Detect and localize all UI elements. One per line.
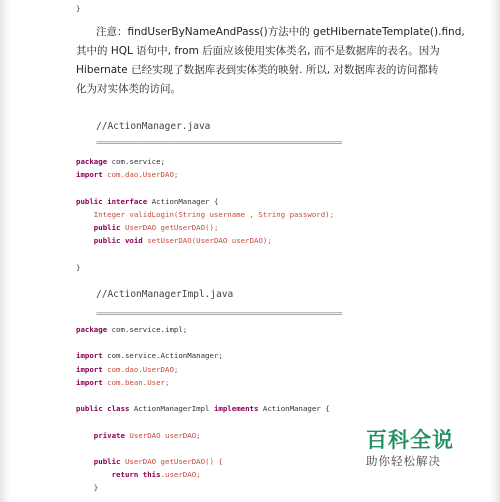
- code-token: public: [76, 223, 121, 232]
- code-token: public class: [76, 404, 130, 414]
- code-token: ActionManagerImpl: [129, 404, 214, 414]
- code-line: [76, 457, 223, 466]
- code-token: import: [76, 377, 103, 387]
- code-line: [76, 170, 178, 179]
- code-line: [76, 404, 330, 413]
- code-token: }: [76, 262, 81, 272]
- code-token: com.dao.UserDAO;: [102, 170, 179, 180]
- code-line: [76, 157, 165, 166]
- code-token: com.dao.UserDAO;: [102, 364, 179, 374]
- paragraph-line-2: 其中的 HQL 语句中, from 后面应该使用实体类名, 而不是数据库的表名。因为: [76, 45, 440, 57]
- code-token: public void: [76, 236, 143, 246]
- file1-divider: ====================================================================: [96, 139, 342, 147]
- code-token: ActionManager {: [147, 196, 219, 206]
- code-token: com.bean.User;: [102, 377, 170, 387]
- paragraph-line-4: 化为对实体类的访问。: [76, 83, 181, 95]
- code-token: import: [76, 170, 103, 180]
- code-token: package: [76, 157, 108, 166]
- code-token: implements: [213, 404, 259, 414]
- code-token: com.service.impl;: [107, 325, 188, 334]
- watermark: [366, 428, 466, 468]
- code-line: [76, 378, 169, 387]
- code-line: [76, 431, 201, 440]
- watermark-tagline: 助你轻松解决: [366, 454, 441, 468]
- file1-comment: //ActionManager.java: [96, 121, 211, 132]
- code-token: com.service;: [107, 157, 166, 166]
- code-token: UserDAO getUserDAO() {: [120, 457, 223, 466]
- file2-comment: //ActionManagerImpl.java: [96, 289, 234, 300]
- paragraph-line-1: 注意：findUserByNameAndPass()方法中的 getHibernateTemplate().find,: [96, 26, 465, 38]
- code-line: [76, 483, 98, 492]
- code-line: [76, 236, 272, 245]
- code-token: import: [76, 351, 103, 361]
- code-line: [76, 223, 218, 232]
- code-line: [76, 210, 334, 219]
- code-token: package: [76, 325, 108, 334]
- code-token: ActionManager {: [258, 404, 330, 414]
- code-token: private: [76, 430, 125, 440]
- code-line: [76, 325, 187, 334]
- code-line: [76, 197, 218, 206]
- code-token: import: [76, 364, 103, 374]
- page-edge-left: [0, 0, 10, 502]
- code-token: }: [76, 483, 99, 493]
- page-edge-right: [490, 0, 500, 502]
- code-token: return this: [76, 470, 161, 480]
- closing-brace-top: }: [76, 4, 81, 13]
- code-line: [76, 351, 223, 360]
- file2-divider: ====================================================================: [96, 310, 342, 318]
- code-token: .userDAO;: [160, 470, 201, 480]
- code-line: [76, 470, 201, 479]
- paragraph-line-3: Hibernate 已经实现了数据库表到实体类的映射. 所以, 对数据库表的访问都转: [76, 64, 439, 76]
- code-token: com.service.ActionManager;: [102, 351, 223, 361]
- code-token: UserDAO getUserDAO();: [120, 223, 219, 232]
- code-line: [76, 263, 80, 272]
- code-line: [76, 365, 178, 374]
- watermark-logo: 百科全说: [366, 428, 454, 452]
- code-token: UserDAO userDAO;: [124, 430, 201, 440]
- code-token: public: [76, 457, 121, 466]
- code-token: Integer validLogin(String username , String password);: [76, 209, 335, 219]
- code-token: public interface: [76, 196, 148, 206]
- code-token: setUserDAO(UserDAO userDAO);: [142, 236, 272, 246]
